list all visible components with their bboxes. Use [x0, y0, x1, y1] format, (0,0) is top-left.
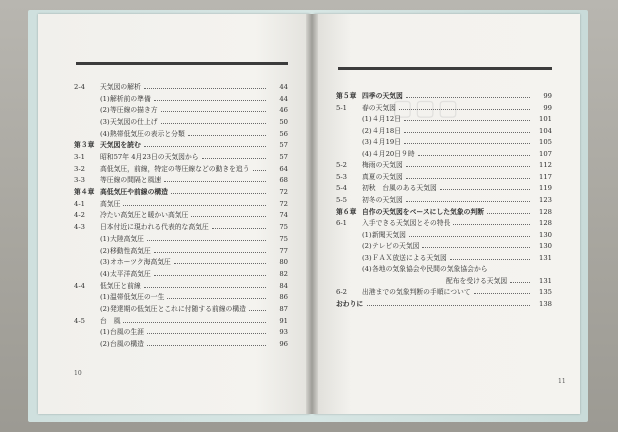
toc-dot-leader [474, 293, 530, 294]
left-toc-entry [74, 292, 288, 303]
toc-entry-page: 46 [279, 106, 288, 115]
toc-entry-page: 107 [539, 149, 552, 158]
toc-dot-leader [164, 181, 266, 182]
toc-entry-page: 138 [539, 299, 552, 308]
toc-dot-leader [367, 305, 530, 306]
toc-entry-page: 117 [539, 172, 552, 181]
left-header-rule [76, 62, 288, 65]
toc-entry-title: 低気圧と前線 [100, 281, 141, 290]
toc-dot-leader [422, 247, 530, 248]
toc-entry-page: 112 [539, 161, 552, 170]
toc-entry-page: 99 [543, 92, 552, 100]
left-toc-entry [74, 222, 288, 233]
toc-dot-leader [154, 275, 266, 276]
toc-entry-number: 5-1 [336, 103, 347, 112]
toc-entry-page: 96 [279, 339, 288, 348]
toc-entry-page: 104 [539, 126, 552, 135]
toc-entry-number: (4) [100, 269, 110, 278]
left-toc-entry [74, 175, 288, 186]
toc-entry-number: (2) [362, 242, 372, 251]
left-toc-entry [74, 246, 288, 257]
toc-entry-page: 91 [279, 316, 288, 325]
right-toc-entry [336, 103, 552, 114]
toc-entry-page: 68 [279, 176, 288, 185]
toc-entry-title: 大陸高気圧 [110, 234, 144, 243]
toc-entry-number: 4-5 [74, 316, 85, 325]
left-toc-entry [74, 129, 288, 140]
toc-dot-leader [123, 322, 266, 323]
toc-dot-leader [144, 287, 266, 288]
toc-entry-number: (1) [100, 94, 110, 103]
toc-entry-title: 等圧線の描き方 [110, 106, 158, 115]
toc-entry-title: 台風の構造 [110, 339, 144, 348]
toc-entry-number: 5-2 [336, 161, 347, 170]
toc-dot-leader [167, 298, 266, 299]
toc-entry-page: 72 [279, 199, 288, 208]
toc-dot-leader [191, 216, 266, 217]
toc-entry-number: (2) [100, 246, 110, 255]
toc-entry-title: 配布を受ける天気図 [446, 276, 508, 285]
toc-entry-page: 44 [279, 83, 288, 91]
toc-entry-title: 真夏の天気図 [362, 172, 403, 181]
toc-entry-page: 130 [539, 230, 552, 239]
right-page-number: 11 [558, 378, 566, 385]
toc-entry-number: 2-4 [74, 83, 85, 91]
right-header-rule [338, 67, 552, 70]
toc-dot-leader [418, 155, 530, 156]
left-toc-entry [74, 117, 288, 128]
toc-dot-leader [154, 252, 266, 253]
toc-entry-number: 6-1 [336, 219, 347, 228]
toc-entry-page: 101 [539, 115, 552, 124]
toc-entry-number: 第４章 [74, 188, 95, 197]
toc-entry-title: 自作の天気図をベースにした気象の判断 [362, 207, 485, 216]
toc-entry-number: 3-2 [74, 164, 85, 173]
toc-entry-number: (3) [362, 138, 372, 147]
toc-entry-page: 57 [279, 153, 288, 162]
show-through-watermark: ▢▢▢ [392, 96, 461, 121]
toc-entry-title: 高低気圧，前線，特定の等圧線などの動きを追う [100, 164, 250, 173]
left-toc-entry [74, 187, 288, 198]
toc-entry-title: 新聞天気図 [372, 230, 406, 239]
toc-dot-leader [202, 158, 266, 159]
left-toc-entry [74, 316, 288, 327]
right-toc-entry [336, 137, 552, 148]
toc-dot-leader [406, 201, 530, 202]
toc-entry-number: 4-2 [74, 211, 85, 220]
toc-entry-page: 64 [279, 164, 288, 173]
right-toc-entry [336, 299, 552, 310]
toc-entry-number: (4) [362, 265, 372, 274]
toc-entry-page: 130 [539, 242, 552, 251]
toc-entry-title: 四季の天気図 [362, 92, 403, 100]
toc-entry-title: 高気圧 [100, 199, 121, 208]
toc-entry-number: (1) [100, 234, 110, 243]
toc-entry-title: 梅雨の天気図 [362, 161, 403, 170]
toc-dot-leader [154, 100, 266, 101]
toc-entry-number: 第３章 [74, 141, 95, 150]
toc-entry-number: 6-2 [336, 288, 347, 297]
toc-entry-number: (1) [100, 328, 110, 337]
right-toc-entry [336, 276, 552, 287]
right-toc-entry [336, 207, 552, 218]
toc-entry-title: 冷たい高気圧と暖かい高気圧 [100, 211, 189, 220]
toc-entry-page: 123 [539, 195, 552, 204]
toc-entry-number: (2) [362, 126, 372, 135]
toc-entry-title: ４月18日 [372, 126, 402, 135]
right-toc-entry [336, 264, 552, 275]
right-toc-entry [336, 241, 552, 252]
toc-entry-page: 57 [279, 141, 288, 150]
toc-entry-page: 128 [539, 219, 552, 228]
toc-entry-number: (1) [362, 230, 372, 239]
left-toc-entry [74, 257, 288, 268]
toc-dot-leader [409, 236, 530, 237]
left-toc-entry [74, 152, 288, 163]
toc-dot-leader [404, 132, 530, 133]
toc-entry-page: 135 [539, 288, 552, 297]
left-toc-entry [74, 304, 288, 315]
toc-entry-number: (1) [100, 293, 110, 302]
toc-entry-title: 高低気圧や前線の構造 [100, 188, 168, 197]
toc-entry-title: ４月20日９時 [372, 149, 415, 158]
toc-dot-leader [399, 109, 530, 110]
toc-entry-number: (4) [362, 149, 372, 158]
toc-entry-title: ４月12日 [372, 115, 402, 124]
left-toc-entry [74, 94, 288, 105]
left-toc-entry [74, 199, 288, 210]
left-toc-entry [74, 327, 288, 338]
toc-dot-leader [147, 333, 266, 334]
left-toc-entry [74, 269, 288, 280]
right-toc-entry [336, 253, 552, 264]
toc-dot-leader [440, 189, 530, 190]
left-toc-entry [74, 210, 288, 221]
toc-entry-title: 天気図を読む [100, 141, 141, 150]
toc-entry-number: 第６章 [336, 207, 357, 216]
toc-dot-leader [174, 263, 266, 264]
toc-entry-page: 75 [279, 223, 288, 232]
right-toc-entry [336, 230, 552, 241]
toc-entry-page: 93 [279, 328, 288, 337]
toc-entry-page: 128 [539, 207, 552, 216]
toc-entry-page: 99 [543, 103, 552, 112]
toc-dot-leader [161, 111, 266, 112]
toc-entry-title: 台 風 [100, 316, 121, 325]
toc-entry-number: おわりに [336, 299, 364, 308]
toc-entry-title: 熱帯低気圧の表示と分類 [110, 129, 185, 138]
toc-entry-page: 50 [279, 118, 288, 127]
toc-entry-title: ４月19日 [372, 138, 402, 147]
right-toc-entry [336, 160, 552, 171]
toc-entry-page: 56 [279, 129, 288, 138]
toc-dot-leader [453, 224, 530, 225]
toc-entry-page: 75 [279, 234, 288, 243]
left-toc-entry [74, 281, 288, 292]
toc-entry-number: (4) [100, 129, 110, 138]
left-toc-entry [74, 105, 288, 116]
toc-entry-page: 86 [279, 293, 288, 302]
toc-dot-leader [144, 146, 266, 147]
toc-entry-page: 80 [279, 258, 288, 267]
left-page-number: 10 [74, 370, 82, 377]
toc-entry-page: 87 [279, 304, 288, 313]
toc-entry-title: 天気図の仕上げ [110, 118, 158, 127]
toc-dot-leader [188, 135, 266, 136]
toc-entry-title: 春の天気図 [362, 103, 396, 112]
right-toc-entry [336, 183, 552, 194]
toc-entry-number: 5-5 [336, 195, 347, 204]
toc-entry-page: 72 [279, 188, 288, 197]
toc-entry-title: 太平洋高気圧 [110, 269, 151, 278]
toc-entry-number: (3) [362, 253, 372, 262]
toc-entry-title: ＦＡＸ放送による天気図 [372, 253, 447, 262]
left-toc-entry [74, 140, 288, 151]
toc-entry-page: 131 [539, 253, 552, 262]
toc-entry-page: 74 [279, 211, 288, 220]
toc-dot-leader [406, 178, 530, 179]
toc-dot-leader [123, 205, 266, 206]
toc-entry-number: (3) [100, 118, 110, 127]
toc-dot-leader [144, 88, 266, 89]
toc-dot-leader [406, 97, 530, 98]
toc-entry-page: 44 [279, 94, 288, 103]
right-toc-entry [336, 218, 552, 229]
toc-entry-page: 105 [539, 138, 552, 147]
right-toc-entry [336, 172, 552, 183]
toc-entry-number: (2) [100, 304, 110, 313]
toc-dot-leader [171, 193, 266, 194]
toc-entry-title: 入手できる天気図とその特長 [362, 219, 451, 228]
toc-entry-title: 天気図の解析 [100, 83, 141, 91]
toc-entry-page: 131 [539, 276, 552, 285]
right-toc-entry [336, 195, 552, 206]
toc-entry-title: 昭和57年 4月23日の天気図から [100, 153, 199, 162]
toc-entry-number: 4-4 [74, 281, 85, 290]
toc-dot-leader [147, 345, 266, 346]
toc-dot-leader [253, 170, 266, 171]
toc-entry-number: (2) [100, 339, 110, 348]
book-gutter [306, 14, 318, 414]
toc-dot-leader [404, 143, 530, 144]
toc-dot-leader [450, 259, 530, 260]
toc-entry-title: 台風の生涯 [110, 328, 144, 337]
toc-entry-page: 77 [279, 246, 288, 255]
left-toc-entry [74, 164, 288, 175]
toc-entry-title: 日本付近に現われる代表的な高気圧 [100, 223, 209, 232]
toc-entry-title: 出港までの気象判断の手順について [362, 288, 471, 297]
toc-entry-page: 119 [539, 184, 552, 193]
toc-dot-leader [406, 166, 530, 167]
toc-entry-page: 84 [279, 281, 288, 290]
toc-entry-number: 4-3 [74, 223, 85, 232]
right-toc-entry [336, 287, 552, 298]
toc-entry-title: 各地の気象協会や民間の気象協会から [372, 265, 488, 274]
left-toc-entry [74, 82, 288, 93]
toc-entry-title: 初秋 台風のある天気図 [362, 184, 437, 193]
toc-entry-title: 等圧線の間隔と風速 [100, 176, 162, 185]
toc-dot-leader [212, 228, 266, 229]
right-toc-entry [336, 126, 552, 137]
toc-entry-number: (3) [100, 258, 110, 267]
toc-entry-title: テレビの天気図 [372, 242, 420, 251]
toc-entry-number: (1) [362, 115, 372, 124]
toc-dot-leader [249, 310, 266, 311]
left-toc-entry [74, 234, 288, 245]
toc-entry-title: オホーツク海高気圧 [110, 258, 171, 267]
toc-entry-title: 初冬の天気図 [362, 195, 403, 204]
right-toc-entry [336, 149, 552, 160]
toc-dot-leader [510, 282, 530, 283]
toc-entry-number: 5-3 [336, 172, 347, 181]
toc-entry-number: 4-1 [74, 199, 85, 208]
toc-entry-number: 第５章 [336, 92, 357, 100]
toc-entry-number: 3-3 [74, 176, 85, 185]
toc-entry-title: 発達期の低気圧とこれに付随する前線の構造 [110, 304, 246, 313]
toc-entry-title: 温帯低気圧の一生 [110, 293, 165, 302]
toc-entry-number: (2) [100, 106, 110, 115]
toc-entry-title: 解析前の準備 [110, 94, 151, 103]
toc-entry-page: 82 [279, 269, 288, 278]
toc-entry-number: 3-1 [74, 153, 85, 162]
right-toc-entry [336, 114, 552, 125]
toc-dot-leader [487, 213, 530, 214]
toc-entry-title: 移動性高気圧 [110, 246, 151, 255]
toc-entry-number: 5-4 [336, 184, 347, 193]
left-toc-entry [74, 339, 288, 350]
right-toc-entry [336, 91, 552, 102]
toc-dot-leader [147, 240, 266, 241]
toc-dot-leader [404, 120, 530, 121]
toc-dot-leader [161, 123, 266, 124]
